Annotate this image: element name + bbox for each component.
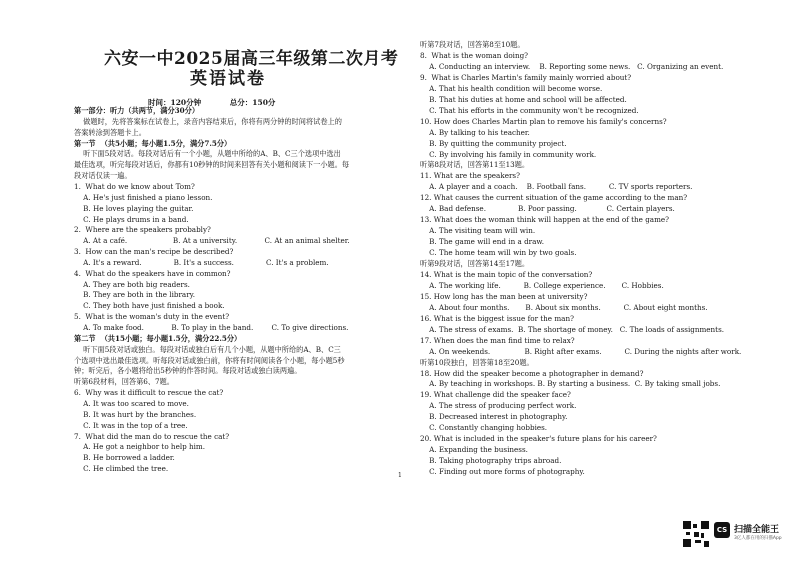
right-column-line: 听第7段对话，回答第8至10题。 bbox=[420, 40, 525, 49]
left-column-line: 1. What do we know about Tom? bbox=[74, 181, 195, 191]
right-column-line: A. The working life. B. College experience. C. Hobbies. bbox=[420, 280, 664, 290]
right-column-line: B. The game will end in a draw. bbox=[420, 237, 544, 247]
left-column-line: A. To make food. B. To play in the band. C. To give directions. bbox=[74, 323, 349, 332]
left-column-line: 听下面5段对话。每段对话后有一个小题，从题中所给的A、B、C三个选项中选出 bbox=[74, 149, 341, 159]
right-column-line: B. Decreased interest in photography. bbox=[420, 412, 568, 422]
left-column-line: A. At a café. B. At a university. C. At an animal shelter. bbox=[74, 236, 350, 246]
right-column-line: A. Conducting an interview. B. Reporting some news. C. Organizing an event. bbox=[420, 61, 724, 71]
right-column-line: A. That his health condition will become worse. bbox=[420, 83, 603, 93]
app-name: 扫描全能王 bbox=[734, 525, 780, 535]
right-column-line: C. By involving his family in community work. bbox=[420, 149, 597, 159]
exam-time: 时间：120分钟 bbox=[148, 98, 202, 107]
right-column-line: B. That his duties at home and school will be affected. bbox=[420, 94, 627, 104]
left-column-line: 答案转涂到答题卡上。 bbox=[74, 127, 146, 137]
right-column-line: A. The stress of producing perfect work. bbox=[420, 401, 577, 411]
page-number: 1 bbox=[398, 472, 402, 479]
right-column-line: A. A player and a coach. B. Football fans. C. TV sports reporters. bbox=[420, 182, 693, 192]
exam-subtitle: 英语试卷 bbox=[190, 69, 266, 89]
right-column-line: 15. How long has the man been at university? bbox=[420, 291, 588, 301]
left-column-line: B. He loves playing the guitar. bbox=[74, 203, 194, 213]
left-column-line: 第一部分：听力（共两节，满分30分） bbox=[74, 106, 200, 115]
right-column-line: A. About four months. B. About six months. C. About eight months. bbox=[420, 302, 708, 312]
right-column-line: 听第9段对话，回答第14至17题。 bbox=[420, 259, 530, 268]
left-column-line: 听下面5段对话或独白。每段对话或独白后有几个小题，从题中所给的A、B、C三 bbox=[74, 344, 341, 354]
camscanner-logo-icon: CS bbox=[714, 522, 730, 538]
right-column-line: A. The stress of exams. B. The shortage of money. C. The loads of assignments. bbox=[420, 324, 725, 334]
right-column-line: 10. How does Charles Martin plan to remove his family's concerns? bbox=[420, 116, 667, 126]
exam-score: 总分：150分 bbox=[229, 98, 276, 107]
right-column-line: 9. What is Charles Martin's family mainly worried about? bbox=[420, 72, 632, 82]
left-column-line: C. They both have just finished a book. bbox=[74, 301, 225, 311]
left-column-line: 5. What is the woman's duty in the event? bbox=[74, 312, 230, 322]
right-column-line: C. That his efforts in the community won't be recognized. bbox=[420, 105, 639, 115]
left-column-line: 第一节 （共5小题；每小题1.5分，满分7.5分） bbox=[74, 138, 232, 148]
app-slogan: 3亿人都在用的扫描App bbox=[734, 536, 782, 541]
left-column-line: C. He climbed the tree. bbox=[74, 464, 169, 474]
right-column-line: 20. What is included in the speaker's future plans for his career? bbox=[420, 434, 657, 444]
left-column-line: 做题时，先将答案标在试卷上，录音内容结束后，你将有两分钟的时间将试卷上的 bbox=[74, 116, 342, 126]
right-column-line: C. The home team will win by two goals. bbox=[420, 248, 577, 258]
right-column-line: 11. What are the speakers? bbox=[420, 171, 520, 181]
left-column-line: 段对话仅读一遍。 bbox=[74, 171, 132, 181]
right-column-line: 17. When does the man find time to relax? bbox=[420, 335, 575, 345]
left-column-line: A. He's just finished a piano lesson. bbox=[74, 192, 213, 202]
left-column-line: 最佳选项，听完每段对话后，你都有10秒钟的时间来回答有关小题和阅读下一小题。每 bbox=[74, 160, 350, 170]
left-column-line: C. It was in the top of a tree. bbox=[74, 420, 188, 430]
left-column-line: 3. How can the man's recipe be described? bbox=[74, 247, 234, 257]
right-column-line: C. Finding out more forms of photography. bbox=[420, 467, 585, 477]
right-column-line: 16. What is the biggest issue for the man? bbox=[420, 313, 574, 323]
right-column-line: C. Constantly changing hobbies. bbox=[420, 423, 548, 433]
right-column-line: A. Expanding the business. bbox=[420, 445, 528, 455]
right-column-line: A. Bad defense. B. Poor passing. C. Certain players. bbox=[420, 204, 675, 214]
left-column-line: A. It's a reward. B. It's a success. C. It's a problem. bbox=[74, 257, 329, 267]
left-column-line: C. He plays drums in a band. bbox=[74, 214, 189, 224]
left-column-line: 6. Why was it difficult to rescue the cat? bbox=[74, 388, 224, 398]
left-column-line: 4. What do the speakers have in common? bbox=[74, 268, 231, 278]
left-column-line: B. They are both in the library. bbox=[74, 290, 196, 300]
right-column-line: A. By talking to his teacher. bbox=[420, 127, 530, 137]
right-column-line: 听第10段独白，回答第18至20题。 bbox=[420, 357, 534, 367]
left-column-line: B. It was hurt by the branches. bbox=[74, 409, 197, 419]
left-column-line: 2. Where are the speakers probably? bbox=[74, 225, 211, 235]
right-column-line: 18. How did the speaker become a photographer in demand? bbox=[420, 368, 644, 378]
right-column-line: 12. What causes the current situation of the game according to the man? bbox=[420, 193, 688, 203]
left-column-line: 钟；听完后，各小题将给出5秒钟的作答时间。每段对话或独白读两遍。 bbox=[74, 366, 302, 376]
left-column-line: A. They are both big readers. bbox=[74, 279, 190, 289]
left-column-line: A. He got a neighbor to help him. bbox=[74, 442, 206, 452]
left-column-line: B. He borrowed a ladder. bbox=[74, 453, 175, 463]
right-column-line: A. On weekends. B. Right after exams. C. During the nights after work. bbox=[420, 346, 742, 356]
left-column-line: 7. What did the man do to rescue the cat? bbox=[74, 431, 230, 441]
right-column-line: A. The visiting team will win. bbox=[420, 226, 536, 236]
left-column-line: 第二节 （共15小题；每小题1.5分，满分22.5分） bbox=[74, 333, 242, 343]
right-column-line: 19. What challenge did the speaker face? bbox=[420, 390, 571, 400]
right-column-line: 14. What is the main topic of the conversation? bbox=[420, 269, 593, 279]
right-column-line: 13. What does the woman think will happen at the end of the game? bbox=[420, 215, 670, 225]
right-column-line: A. By teaching in workshops. B. By starting a business. C. By taking small jobs. bbox=[420, 379, 721, 389]
right-column-line: B. Taking photography trips abroad. bbox=[420, 456, 562, 466]
qr-code-icon bbox=[683, 521, 709, 547]
exam-title: 六安一中2025届高三年级第二次月考 bbox=[104, 49, 399, 69]
left-column-line: A. It was too scared to move. bbox=[74, 398, 189, 408]
right-column-line: 8. What is the woman doing? bbox=[420, 50, 529, 60]
left-column-line: 听第6段材料，回答第6、7题。 bbox=[74, 377, 174, 387]
right-column-line: B. By quitting the community project. bbox=[420, 138, 567, 148]
left-column-line: 个选项中选出最佳选项。听每段对话或独白前，你将有时间阅读各个小题，每小题5秒 bbox=[74, 355, 345, 365]
right-column-line: 听第8段对话，回答第11至13题。 bbox=[420, 160, 530, 170]
